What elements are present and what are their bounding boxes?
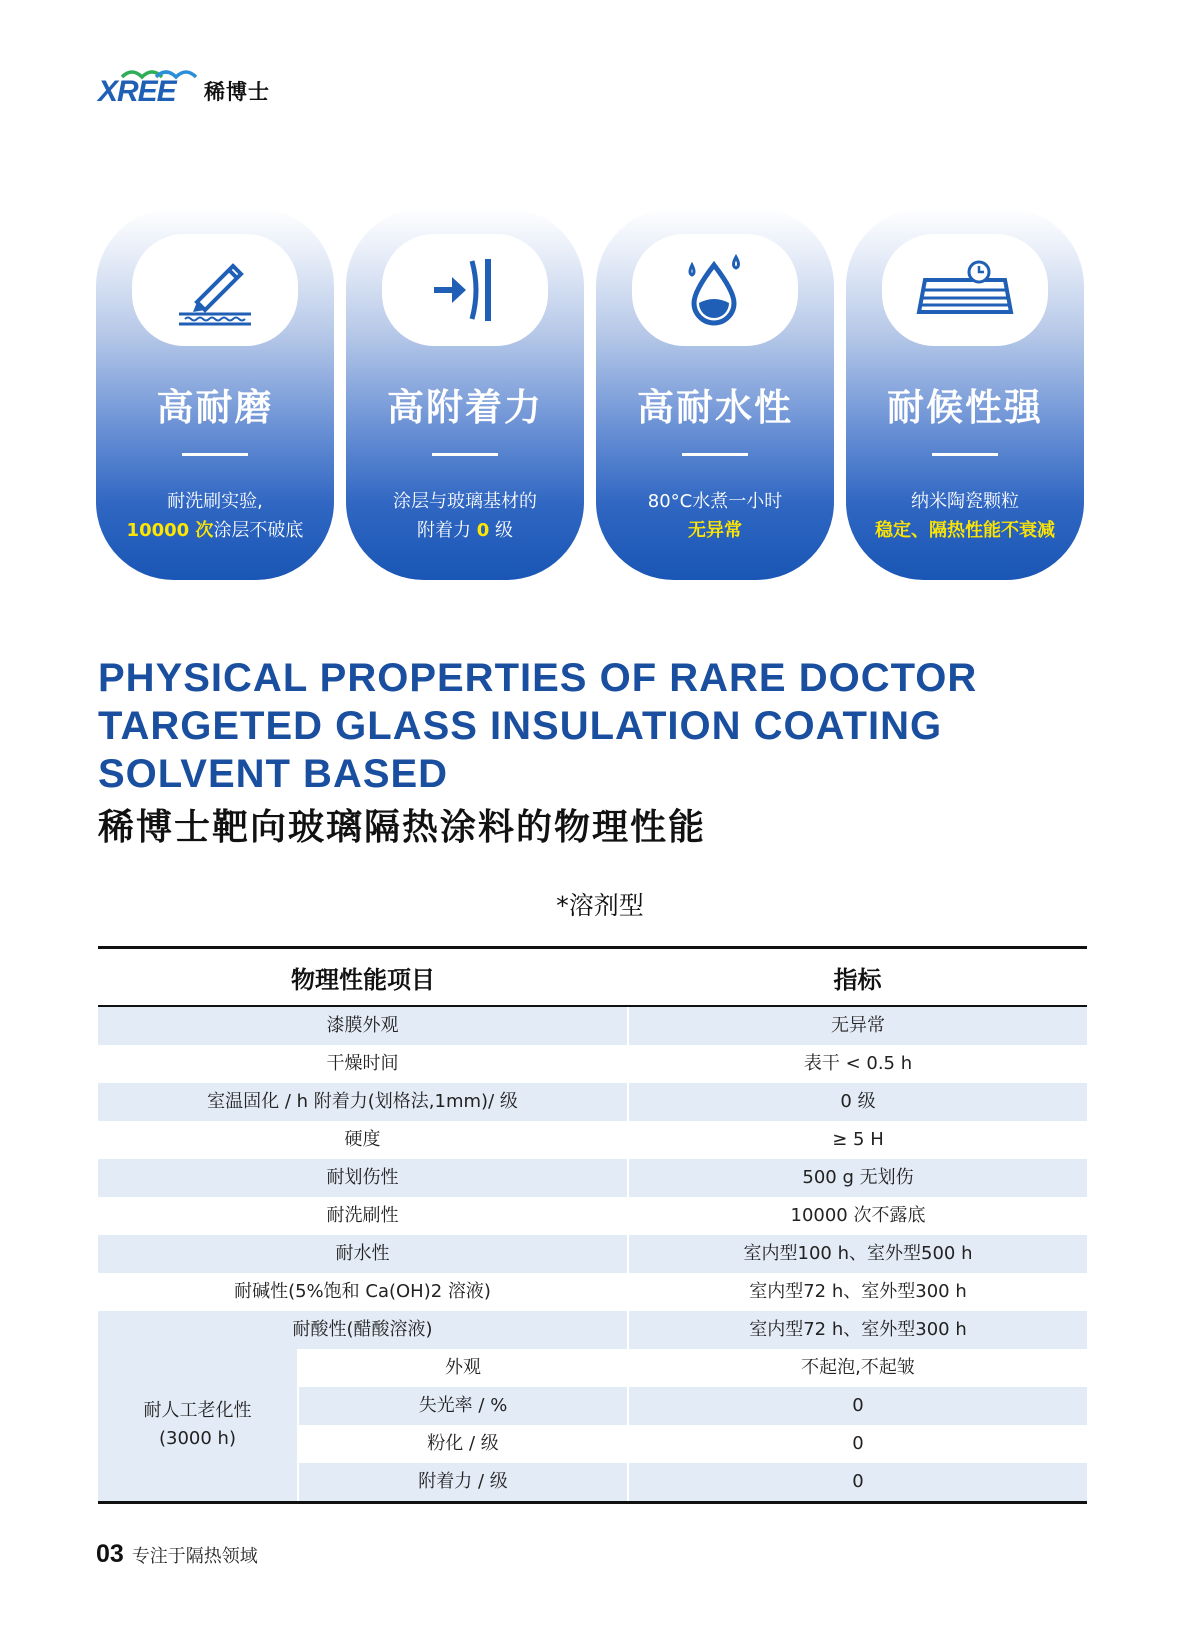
row-value: 表干 < 0.5 h: [628, 1045, 1087, 1083]
row-item: 粉化 / 级: [298, 1425, 628, 1463]
group-sublabel: (3000 h): [159, 1428, 236, 1449]
card-desc-line: [104, 516, 326, 545]
row-value: 0 级: [628, 1083, 1087, 1121]
table-row: [98, 1349, 1087, 1387]
feature-card-wear: [96, 208, 334, 580]
card-icon-box: [132, 234, 298, 346]
group-label: 耐人工老化性: [143, 1400, 252, 1421]
row-item: 耐酸性(醋酸溶液): [98, 1311, 628, 1349]
english-title-line: SOLVENT BASED: [98, 752, 449, 796]
desc-text: 涂层不破底: [213, 520, 304, 541]
card-desc-line: [354, 487, 576, 516]
card-desc: [604, 487, 826, 545]
table-header-row: [98, 948, 1087, 1007]
properties-table: [98, 946, 1087, 1504]
row-item: 耐划伤性: [98, 1159, 628, 1197]
feature-card-water: [596, 208, 834, 580]
card-divider: [682, 453, 748, 456]
card-desc: [354, 487, 576, 545]
row-item: 附着力 / 级: [298, 1463, 628, 1503]
card-divider: [932, 453, 998, 456]
row-value: 室内型100 h、室外型500 h: [628, 1235, 1087, 1273]
row-item: 室温固化 / h 附着力(划格法,1mm)/ 级: [98, 1083, 628, 1121]
card-desc: [854, 487, 1076, 545]
card-desc-line: [354, 516, 576, 545]
english-title-line: TARGETED GLASS INSULATION COATING: [98, 704, 943, 748]
card-icon-box: [882, 234, 1048, 346]
desc-text: 级: [489, 520, 513, 541]
card-desc-line: [104, 487, 326, 516]
row-item: 硬度: [344, 1129, 381, 1150]
card-desc-line: [604, 516, 826, 545]
row-value: 室内型72 h、室外型300 h: [628, 1273, 1087, 1311]
table-row: [98, 1121, 1087, 1159]
desc-text: 纳米陶瓷颗粒: [911, 491, 1019, 512]
row-item: 干燥时间: [326, 1053, 399, 1074]
brand-name: 稀博士: [204, 80, 270, 104]
table-row: [98, 1235, 1087, 1273]
row-value: 0: [628, 1463, 1087, 1503]
desc-text: 80°C水煮一小时: [647, 491, 783, 512]
row-value: ≥ 5 H: [628, 1121, 1087, 1159]
footer-text: 专注于隔热领域: [131, 1546, 258, 1567]
card-desc-line: [854, 487, 1076, 516]
table-row: [98, 1159, 1087, 1197]
water-drop-icon: [680, 253, 750, 327]
card-title: 耐候性强: [887, 386, 1043, 429]
chinese-title: 稀博士靶向玻璃隔热涂料的物理性能: [98, 807, 707, 848]
card-desc: [104, 487, 326, 545]
group-label-cell: [98, 1349, 298, 1503]
feature-card-adhesion: [346, 208, 584, 580]
brand-logo: [98, 66, 270, 106]
row-item: 耐碱性(5%饱和 Ca(OH)2 溶液): [234, 1281, 491, 1302]
feature-cards: [96, 208, 1096, 580]
adhesion-arrow-icon: [430, 255, 500, 325]
card-divider: [182, 453, 248, 456]
desc-text: 耐洗刷实验,: [167, 491, 263, 512]
desc-text: 涂层与玻璃基材的: [393, 491, 537, 512]
page-number: 03: [96, 1540, 124, 1568]
header-item: 物理性能项目: [98, 948, 628, 1007]
desc-text: 附着力: [417, 520, 477, 541]
card-desc-line: [854, 516, 1076, 545]
highlight-text: 10000 次: [126, 520, 214, 541]
page-footer: [96, 1540, 258, 1569]
table-row: [98, 1197, 1087, 1235]
row-item: 耐洗刷性: [326, 1205, 399, 1226]
card-title: 高耐水性: [637, 386, 793, 429]
card-desc-line: [604, 487, 826, 516]
logo-text: XREE: [98, 75, 176, 108]
logo-mark: [98, 67, 200, 108]
clock-layers-icon: [915, 260, 1015, 320]
highlight-text: 0: [476, 520, 490, 541]
header-value: 指标: [628, 948, 1087, 1007]
card-title: 高附着力: [387, 386, 543, 429]
table-row: [98, 1045, 1087, 1083]
row-value: 无异常: [628, 1006, 1087, 1045]
card-icon-box: [632, 234, 798, 346]
english-title: [98, 654, 1098, 798]
row-value: 10000 次不露底: [628, 1197, 1087, 1235]
highlight-text: 无异常: [688, 520, 742, 541]
card-icon-box: [382, 234, 548, 346]
row-value: 室内型72 h、室外型300 h: [628, 1311, 1087, 1349]
row-item: 耐水性: [98, 1235, 628, 1273]
row-value: 0: [628, 1425, 1087, 1463]
row-value: 不起泡,不起皱: [628, 1349, 1087, 1387]
highlight-text: 稳定、隔热性能不衰减: [875, 520, 1055, 541]
table-row: [98, 1083, 1087, 1121]
table-subtitle: *溶剂型: [556, 891, 644, 920]
table-row: [98, 1006, 1087, 1045]
row-item: 外观: [298, 1349, 628, 1387]
card-divider: [432, 453, 498, 456]
feature-card-weather: [846, 208, 1084, 580]
table-row: [98, 1273, 1087, 1311]
table-row: [98, 1311, 1087, 1349]
row-value: 500 g 无划伤: [628, 1159, 1087, 1197]
row-value: 0: [628, 1387, 1087, 1425]
card-title: 高耐磨: [156, 386, 274, 429]
english-title-line: PHYSICAL PROPERTIES OF RARE DOCTOR: [98, 656, 978, 700]
row-item: 失光率 / %: [298, 1387, 628, 1425]
row-item: 漆膜外观: [98, 1006, 628, 1045]
scraper-icon: [175, 254, 255, 326]
